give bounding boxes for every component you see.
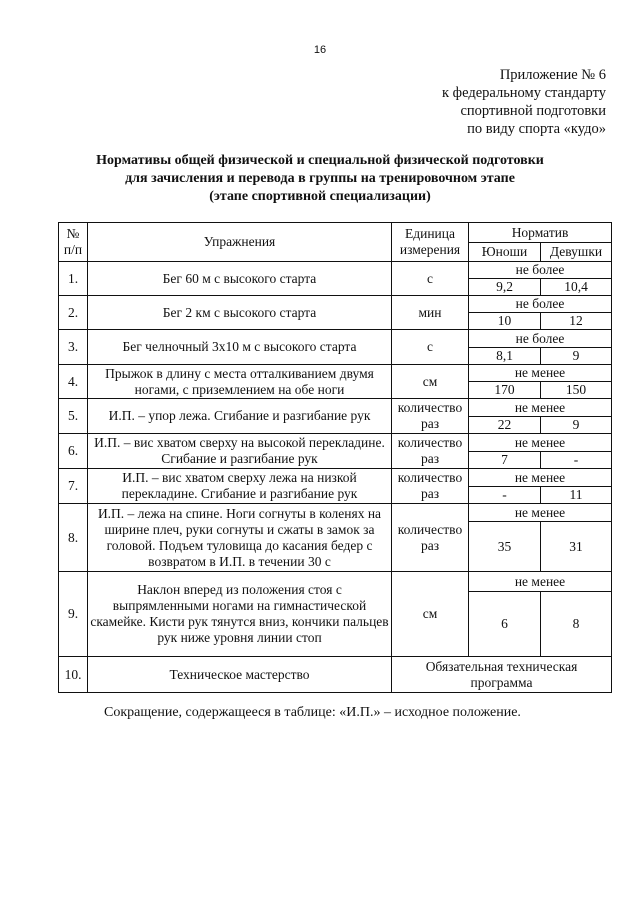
title-line: для зачисления и перевода в группы на тренировочном этапе: [125, 171, 515, 186]
row-unit: см: [392, 365, 469, 399]
header-number: № п/п: [59, 223, 88, 262]
row-unit: количество раз: [392, 434, 469, 469]
row-condition: не менее: [469, 434, 612, 452]
row-condition: Обязательная техническая программа: [392, 657, 612, 693]
row-number: 7.: [59, 469, 88, 504]
table-row: [59, 365, 612, 382]
row-unit: количество раз: [392, 399, 469, 434]
row-unit: количество раз: [392, 469, 469, 504]
row-number: 4.: [59, 365, 88, 399]
row-unit: мин: [392, 296, 469, 330]
header-girls: Девушки: [541, 243, 612, 262]
header-boys: Юноши: [469, 243, 541, 262]
row-exercise: Прыжок в длину с места отталкиванием двумя ногами, с приземлением на обе ноги: [88, 365, 392, 399]
row-unit: количество раз: [392, 504, 469, 572]
row-girls-value: 9: [541, 417, 612, 434]
appendix-reference: [442, 66, 606, 138]
row-girls-value: 9: [541, 348, 612, 365]
row-boys-value: -: [469, 487, 541, 504]
header-norm: Норматив: [469, 223, 612, 243]
document-title: [30, 152, 610, 206]
row-condition: не менее: [469, 399, 612, 417]
row-exercise: И.П. – упор лежа. Сгибание и разгибание рук: [88, 399, 392, 434]
row-girls-value: 8: [541, 592, 612, 657]
row-girls-value: 31: [541, 522, 612, 572]
table-row: [59, 657, 612, 693]
row-boys-value: 170: [469, 382, 541, 399]
row-condition: не менее: [469, 504, 612, 522]
row-boys-value: 9,2: [469, 279, 541, 296]
row-girls-value: -: [541, 452, 612, 469]
row-number: 10.: [59, 657, 88, 693]
row-boys-value: 10: [469, 313, 541, 330]
row-number: 1.: [59, 262, 88, 296]
norms-table: [58, 222, 612, 693]
row-condition: не более: [469, 262, 612, 279]
row-boys-value: 35: [469, 522, 541, 572]
table-row: [59, 469, 612, 487]
row-exercise: Бег 60 м с высокого старта: [88, 262, 392, 296]
row-condition: не менее: [469, 469, 612, 487]
row-condition: не более: [469, 296, 612, 313]
footnote: Сокращение, содержащееся в таблице: «И.П.» – исходное положение.: [104, 705, 521, 720]
row-exercise: Бег 2 км с высокого старта: [88, 296, 392, 330]
row-girls-value: 11: [541, 487, 612, 504]
row-number: 8.: [59, 504, 88, 572]
table-row: [59, 504, 612, 522]
table-row: [59, 296, 612, 313]
row-boys-value: 22: [469, 417, 541, 434]
table-row: [59, 262, 612, 279]
row-boys-value: 7: [469, 452, 541, 469]
page-number: 16: [313, 44, 327, 56]
row-exercise: И.П. – вис хватом сверху лежа на низкой перекладине. Сгибание и разгибание рук: [88, 469, 392, 504]
row-condition: не менее: [469, 365, 612, 382]
row-unit: см: [392, 572, 469, 657]
row-boys-value: 6: [469, 592, 541, 657]
row-exercise: Наклон вперед из положения стоя с выпрямленными ногами на гимнастической скамейке. Кисти рук тянутся вниз, кончики пальцев рук ниже уровня линии стоп: [88, 572, 392, 657]
row-girls-value: 150: [541, 382, 612, 399]
row-unit: с: [392, 330, 469, 365]
table-row: [59, 434, 612, 452]
table-row: [59, 399, 612, 417]
row-boys-value: 8,1: [469, 348, 541, 365]
appendix-line: Приложение № 6: [499, 67, 606, 83]
header-exercise: Упражнения: [88, 223, 392, 262]
table-header-row: [59, 223, 612, 243]
header-unit: Единица измерения: [392, 223, 469, 262]
row-girls-value: 10,4: [541, 279, 612, 296]
row-unit: с: [392, 262, 469, 296]
table-row: [59, 330, 612, 348]
appendix-line: по виду спорта «кудо»: [467, 121, 606, 137]
row-number: 3.: [59, 330, 88, 365]
table-row: [59, 572, 612, 592]
title-line: (этапе спортивной специализации): [209, 189, 431, 204]
row-number: 2.: [59, 296, 88, 330]
row-girls-value: 12: [541, 313, 612, 330]
title-line: Нормативы общей физической и специальной физической подготовки: [96, 153, 544, 168]
row-exercise: Бег челночный 3х10 м с высокого старта: [88, 330, 392, 365]
row-exercise: И.П. – вис хватом сверху на высокой перекладине. Сгибание и разгибание рук: [88, 434, 392, 469]
row-number: 9.: [59, 572, 88, 657]
row-exercise: И.П. – лежа на спине. Ноги согнуты в коленях на ширине плеч, руки согнуты и сжаты в замок за головой. Подъем туловища до касания бедер с возвратом в И.П. в течении 30 с: [88, 504, 392, 572]
row-number: 6.: [59, 434, 88, 469]
row-exercise: Техническое мастерство: [88, 657, 392, 693]
row-condition: не менее: [469, 572, 612, 592]
appendix-line: спортивной подготовки: [460, 103, 606, 119]
row-condition: не более: [469, 330, 612, 348]
row-number: 5.: [59, 399, 88, 434]
appendix-line: к федеральному стандарту: [442, 85, 606, 101]
